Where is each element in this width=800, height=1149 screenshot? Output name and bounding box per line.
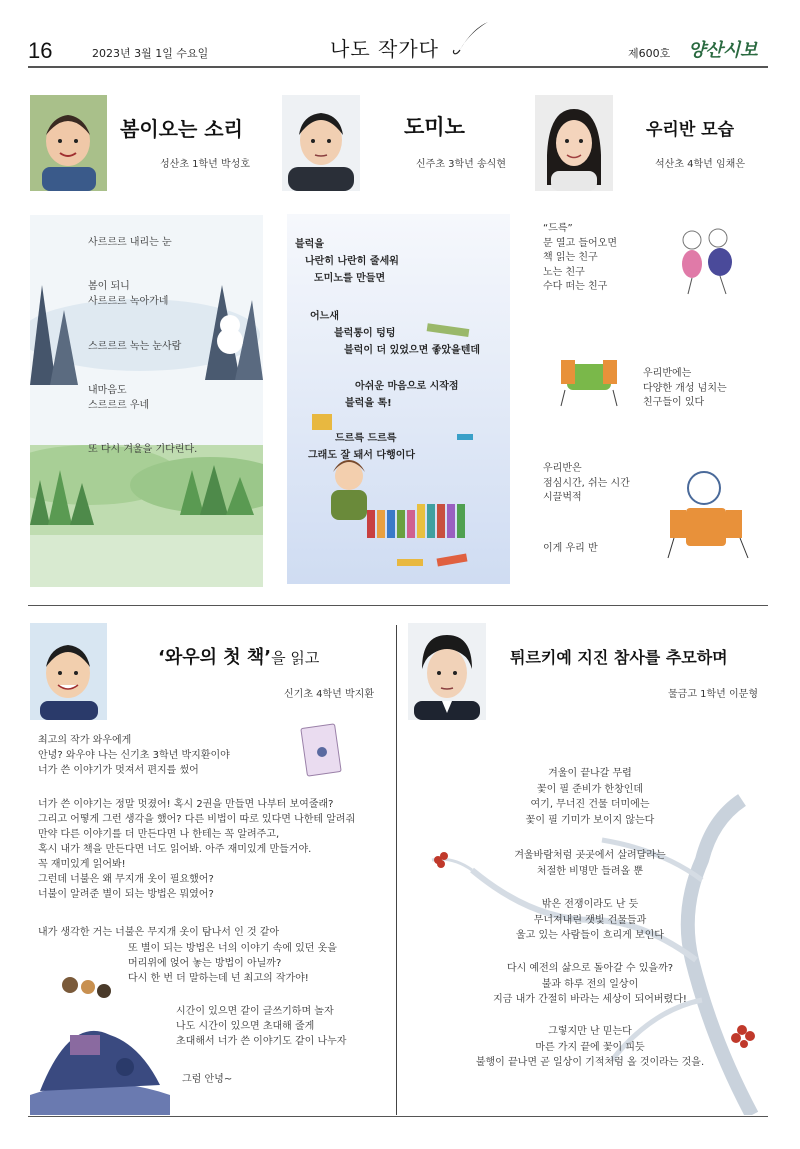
author-photo-2	[282, 95, 360, 191]
poem-1-stanza-1: 사르르르 내리는 눈	[88, 237, 172, 248]
poem-2-line-3: 도미노를 만들면	[314, 273, 386, 284]
letter-paragraph-4: 또 별이 되는 방법은 너의 이야기 속에 있던 옷을 머리위에 얹어 놓는 방법이 아닐까? 다시 한 번 더 말하는데 넌 최고의 작가야!	[128, 943, 337, 984]
header-rule	[28, 66, 768, 68]
book-icon	[300, 722, 344, 782]
students-drawing-2	[555, 350, 625, 410]
poem-2-line-4: 어느새	[310, 311, 339, 322]
poem-3-stanza-3: 우리반은 점심시간, 쉬는 시간 시끌벅적	[543, 463, 630, 503]
poem-2-line-2: 나란히 나란히 줄세워	[305, 256, 399, 267]
letter-author: 신기초 4학년 박지환	[284, 689, 374, 700]
poem-3-stanza-4: 이게 우리 반	[543, 543, 598, 554]
issue-date: 2023년 3월 1일 수요일	[92, 47, 209, 60]
poem-1-stanza-5: 또 다시 겨울을 기다린다.	[88, 444, 198, 455]
poem-2-line-7: 아쉬운 마음으로 시작점	[355, 381, 459, 392]
quill-pen-icon	[450, 20, 492, 60]
page-number: 16	[28, 38, 53, 63]
column-divider	[396, 625, 397, 1115]
letter-paragraph-3: 내가 생각한 거는 너불은 무지개 옷이 탐나서 인 것 같아	[38, 927, 280, 938]
poem-1-title: 봄이오는 소리	[120, 117, 243, 141]
students-drawing-1	[670, 222, 760, 302]
memorial-stanza-2: 겨울바람처럼 곳곳에서 살려달라는 처절한 비명만 들려올 뿐	[514, 850, 666, 877]
memorial-author: 물금고 1학년 이문형	[668, 689, 758, 700]
footer-rule	[28, 1116, 768, 1117]
letter-paragraph-5: 시간이 있으면 같이 글쓰기하며 놀자 나도 시간이 있으면 초대해 줄게 초대해서 너가 쓴 이야기도 같이 나누자	[176, 1006, 347, 1047]
letter-title-rest: 을 읽고	[271, 649, 320, 667]
storybook-illustration	[30, 975, 170, 1115]
author-photo-1	[30, 95, 107, 191]
paper-logo: 양산시보	[688, 40, 758, 61]
section-divider	[28, 605, 768, 606]
memorial-stanza-1: 겨울이 끝나갈 무렵 꽃이 필 준비가 한창인데 여기, 무너진 건물 더미에는 꽃이 필 기미가 보이지 않는다	[525, 768, 655, 826]
students-drawing-3	[660, 462, 760, 562]
poem-3-stanza-2: 우리반에는 다양한 개성 넘치는 친구들이 있다	[643, 368, 727, 408]
memorial-stanza-4: 다시 예전의 삶으로 돌아갈 수 있을까? 불과 하루 전의 일상이 지금 내가 간절히 바라는 세상이 되어버렸다!	[493, 963, 687, 1005]
author-photo-4	[30, 623, 107, 720]
poem-2-line-10: 그래도 잘 돼서 다행이다	[308, 450, 416, 461]
author-photo-5	[408, 623, 486, 720]
section-title: 나도 작가다	[330, 37, 439, 61]
memorial-title: 튀르키예 지진 참사를 추모하며	[510, 648, 728, 667]
author-photo-3	[535, 95, 613, 191]
issue-number: 제600호	[628, 47, 671, 60]
poem-2-line-8: 블럭을 톡!	[345, 398, 392, 409]
poem-3-title: 우리반 모습	[646, 120, 735, 140]
poem-2-line-6: 블럭이 더 있었으면 좋았을텐데	[344, 345, 481, 356]
poem-1-stanza-2: 봄이 되니 사르르르 녹아가네	[88, 281, 169, 307]
poem-1-stanza-3: 스르르르 녹는 눈사람	[88, 341, 182, 352]
poem-2-line-5: 블럭통이 텅텅	[334, 328, 396, 339]
memorial-stanza-5: 그렇지만 난 믿는다 마른 가지 끝에 꽃이 피듯 불행이 끝나면 곧 일상이 기적처럼 올 것이라는 것을.	[475, 1026, 705, 1068]
memorial-stanza-3: 밖은 전쟁이라도 난 듯 무너져내린 잿빛 건물들과 울고 있는 사람들이 흐리게 보인다	[516, 899, 664, 941]
poem-2-line-9: 드르륵 드르륵	[335, 433, 397, 444]
letter-title-book: ‘와우의 첫 책’	[158, 647, 272, 668]
poem-2-title: 도미노	[404, 115, 465, 139]
letter-title	[158, 643, 319, 669]
poem-2-author: 신주초 3학년 송식현	[416, 159, 506, 170]
poem-3-author: 석산초 4학년 임채은	[655, 159, 745, 170]
poem-2-line-1: 블럭을	[295, 239, 324, 250]
letter-paragraph-1: 최고의 작가 와우에게 안녕? 와우야 나는 신기초 3학년 박지환이야 너가 쓴 이야기가 멋져서 편지를 썼어	[38, 735, 230, 776]
poem-1-stanza-4: 내마음도 스르르르 우네	[88, 385, 150, 411]
letter-paragraph-6: 그럼 안녕~	[182, 1074, 233, 1085]
poem-3-stanza-1: “드륵” 문 열고 들어오면 책 읽는 친구 노는 친구 수다 떠는 친구	[543, 223, 617, 292]
letter-paragraph-2: 너가 쓴 이야기는 정말 멋졌어! 혹시 2권을 만들면 나부터 보여줄래? 그리고 어떻게 그런 생각을 했어? 다른 비법이 따로 있다면 나한테 알려줘 만약 다른 이야기를 더 만든다면 나 한테는 꼭 알려주고, 혹시 내가 책을 만든다면 너도 읽어봐. 아주 재미있게 만들거야. 꼭 재미있게 읽어봐! 그런데 너불은 왜 무지개 옷이 필요했어? 너불이 알려준 별이 되는 방법은 뭐였어?	[38, 799, 356, 900]
poem-1-author: 성산초 1학년 박성호	[160, 159, 250, 170]
